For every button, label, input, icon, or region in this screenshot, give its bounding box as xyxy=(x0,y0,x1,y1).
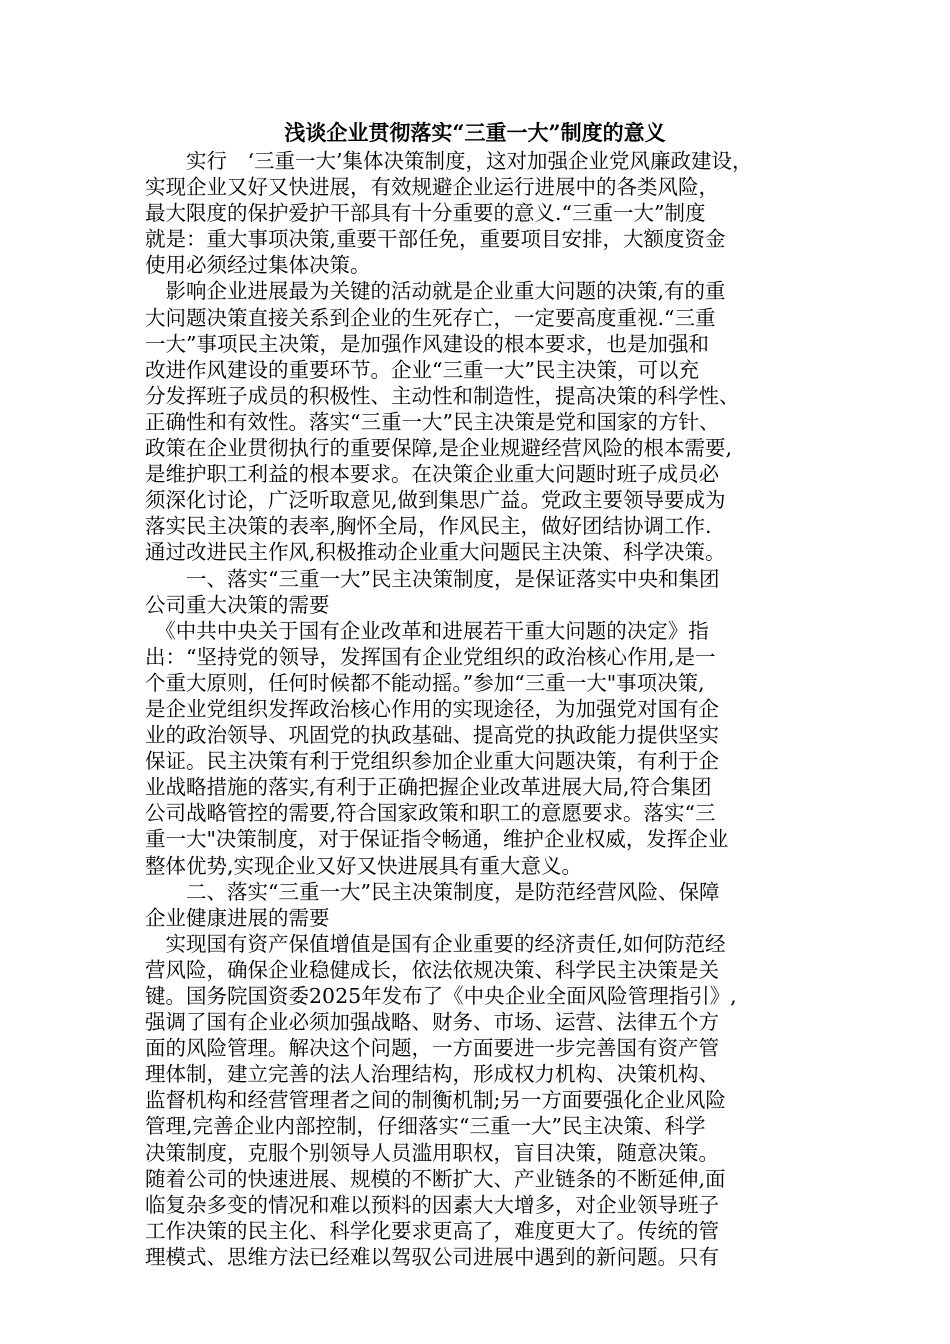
text-line: 公司重大决策的需要 xyxy=(145,592,330,617)
text-line: 公司战略管控的需要,符合国家政策和职工的意愿要求。落实“三 xyxy=(145,801,716,826)
text-line: 须深化讨论，广泛听取意见,做到集思广益。党政主要领导要成为 xyxy=(145,488,726,513)
text-line: 实现企业又好又快进展，有效规避企业运行进展中的各类风险， xyxy=(145,175,719,200)
paragraph xyxy=(145,566,805,618)
text-line: 一、落实“三重一大”民主决策制度，是保证落实中央和集团 xyxy=(145,566,720,591)
text-line: 《中共中央关于国有企业改革和进展若干重大问题的决定》指 xyxy=(145,618,709,643)
text-line: 影响企业进展最为关键的活动就是企业重大问题的决策,有的重 xyxy=(145,279,726,304)
text-line: 保证。民主决策有利于党组织参加企业重大问题决策，有利于企 xyxy=(145,749,719,774)
document-body xyxy=(145,118,805,1270)
text-line: 二、落实“三重一大”民主决策制度，是防范经营风险、保障 xyxy=(145,879,720,904)
text-line: 面的风险管理。解决这个问题，一方面要进一步完善国有资产管 xyxy=(145,1036,719,1061)
text-line: 临复杂多变的情况和难以预料的因素大大增多，对企业领导班子 xyxy=(145,1192,719,1217)
paragraph xyxy=(145,618,805,879)
text-line: 正确性和有效性。落实“三重一大”民主决策是党和国家的方针、 xyxy=(145,409,720,434)
paragraph xyxy=(145,148,805,278)
text-line: 实现国有资产保值增值是国有企业重要的经济责任,如何防范经 xyxy=(145,931,726,956)
text-line: 出：“坚持党的领导，发挥国有企业党组织的政治核心作用,是一 xyxy=(145,644,716,669)
text-line: 是维护职工利益的根本要求。在决策企业重大问题时班子成员必 xyxy=(145,462,719,487)
text-line: 理体制，建立完善的法人治理结构，形成权力机构、决策机构、 xyxy=(145,1062,719,1087)
text-line: 监督机构和经营管理者之间的制衡机制;另一方面要强化企业风险 xyxy=(145,1088,726,1113)
text-line: 企业健康进展的需要 xyxy=(145,905,330,930)
document-title: 浅谈企业贯彻落实“三重一大”制度的意义 xyxy=(284,120,666,145)
text-line: 大问题决策直接关系到企业的生死存亡，一定要高度重视.“三重 xyxy=(145,305,716,330)
text-line: 强调了国有企业必须加强战略、财务、市场、运营、法律五个方 xyxy=(145,1010,719,1035)
text-line: 政策在企业贯彻执行的重要保障,是企业规避经营风险的根本需要, xyxy=(145,436,733,461)
text-line: 随着公司的快速进展、规模的不断扩大、产业链条的不断延伸,面 xyxy=(145,1166,726,1191)
text-line: 理模式、思维方法已经难以驾驭公司进展中遇到的新问题。只有 xyxy=(145,1244,719,1269)
text-line: 实行 ‘三重一大’集体决策制度，这对加强企业党风廉政建设， xyxy=(145,149,753,173)
text-line: 是企业党组织发挥政治核心作用的实现途径，为加强党对国有企 xyxy=(145,696,719,721)
text-line: 业的政治领导、巩固党的执政基础、提高党的执政能力提供坚实 xyxy=(145,723,719,748)
text-line: 营风险，确保企业稳健成长，依法依规决策、科学民主决策是关 xyxy=(145,957,719,982)
paragraph xyxy=(145,278,805,565)
text-line: 管理,完善企业内部控制，仔细落实“三重一大”民主决策、科学 xyxy=(145,1114,706,1139)
text-line: 分发挥班子成员的积极性、主动性和制造性，提高决策的科学性、 xyxy=(145,383,740,408)
text-line: 整体优势,实现企业又好又快进展具有重大意义。 xyxy=(145,853,583,878)
text-line: 一大”事项民主决策，是加强作风建设的根本要求，也是加强和 xyxy=(145,331,709,356)
text-line: 落实民主决策的表率,胸怀全局，作风民主，做好团结协调工作. xyxy=(145,514,712,539)
text-line: 最大限度的保护爱护干部具有十分重要的意义.“三重一大”制度 xyxy=(145,201,706,226)
text-line: 键。国务院国资委2025年发布了《中央企业全面风险管理指引》, xyxy=(145,984,737,1008)
text-line: 通过改进民主作风,积极推动企业重大问题民主决策、科学决策。 xyxy=(145,540,726,565)
text-line: 业战略措施的落实,有利于正确把握企业改革进展大局,符合集团 xyxy=(145,775,712,800)
paragraph-container xyxy=(145,148,805,1270)
text-line: 使用必须经过集体决策。 xyxy=(145,253,371,278)
text-line: 决策制度，克服个别领导人员滥用职权，盲目决策，随意决策。 xyxy=(145,1140,719,1165)
paragraph xyxy=(145,879,805,931)
text-line: 重一大"决策制度，对于保证指令畅通，维护企业权威，发挥企业 xyxy=(145,827,729,852)
text-line: 就是：重大事项决策,重要干部任免，重要项目安排，大额度资金 xyxy=(145,227,726,252)
text-line: 改进作风建设的重要环节。企业“三重一大”民主决策，可以充 xyxy=(145,357,699,382)
text-line: 工作决策的民主化、科学化要求更高了，难度更大了。传统的管 xyxy=(145,1218,719,1243)
paragraph xyxy=(145,931,805,1270)
text-line: 个重大原则，任何时候都不能动摇。”参加“三重一大"事项决策, xyxy=(145,670,705,695)
